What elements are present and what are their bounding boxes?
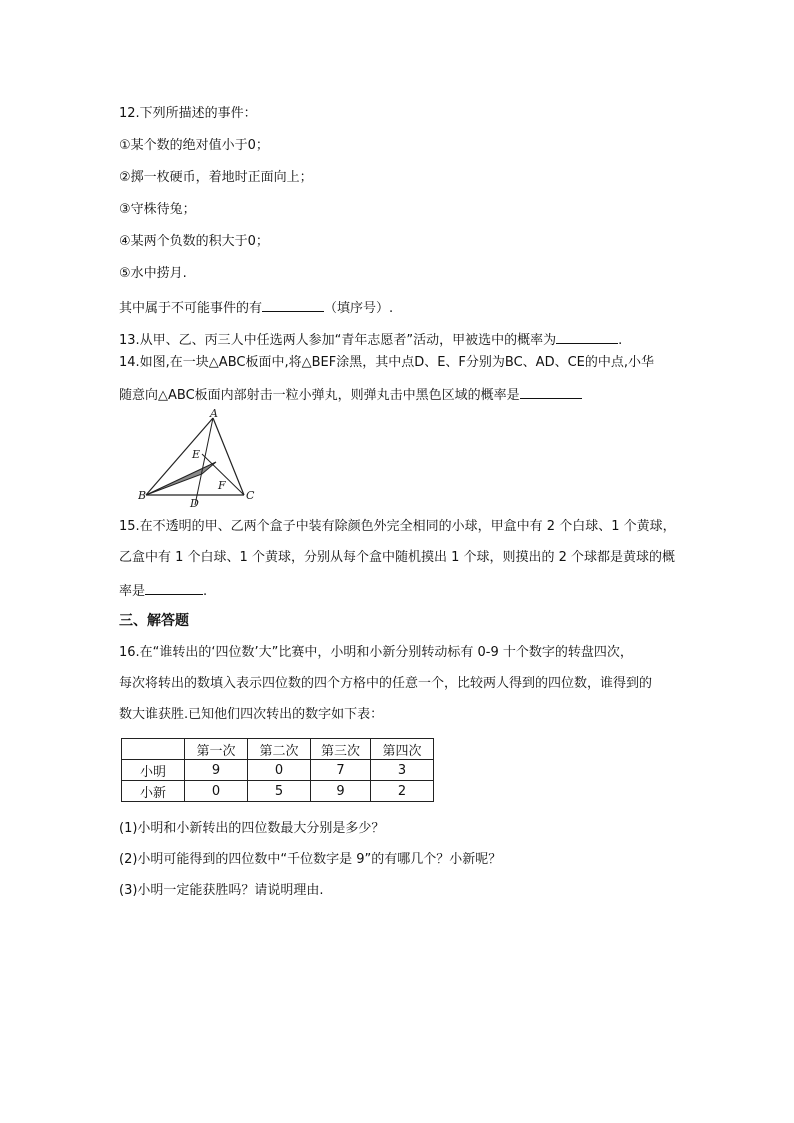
q13-line: [119, 329, 622, 350]
table-header-cell: 第三次: [311, 739, 371, 760]
q12-item-5: ⑤水中捞月.: [119, 266, 187, 281]
label-f: F: [218, 479, 226, 492]
q13-answer-blank[interactable]: [556, 329, 618, 344]
table-header-cell: [122, 739, 185, 760]
q13-text: 13.从甲、乙、丙三人中任选两人参加“青年志愿者”活动，甲被选中的概率为: [119, 333, 557, 348]
q12-item-4: ④某两个负数的积大于0；: [119, 234, 269, 249]
q14-answer-blank[interactable]: [520, 384, 582, 399]
q14-line-1: 14.如图,在一块△ABC板面中,将△BEF涂黑，其中点D、E、F分别为BC、AD、CE的中点,小华: [119, 355, 654, 370]
table-header-cell: 第四次: [371, 739, 434, 760]
table-row: [122, 781, 434, 802]
q12-item-2: ②掷一枚硬币，着地时正面向上；: [119, 170, 313, 185]
q12-answer-prefix: 其中属于不可能事件的有: [119, 301, 263, 316]
label-c: C: [246, 489, 255, 502]
table-header-cell: 第一次: [185, 739, 248, 760]
label-e: E: [192, 448, 201, 461]
q14-line-2: [119, 384, 582, 405]
q13-suffix: .: [618, 333, 623, 348]
q16-line-3: 数大谁获胜.已知他们四次转出的数字如下表：: [119, 707, 384, 722]
edge-ab: [146, 418, 213, 495]
table-header-row: [122, 739, 434, 760]
q15-answer-blank[interactable]: [145, 580, 203, 595]
table-cell: 3: [371, 760, 434, 781]
table-cell: 0: [248, 760, 311, 781]
q15-line-2: 乙盒中有 1 个白球、1 个黄球，分别从每个盒中随机摸出 1 个球，则摸出的 2 个球都是黄球的概: [119, 550, 676, 565]
q16-line-1: 16.在“谁转出的‘四位数’大”比赛中，小明和小新分别转动标有 0-9 十个数字的转盘四次，: [119, 645, 633, 660]
triangle-figure: [138, 408, 268, 508]
q16-sub-3: (3)小明一定能获胜吗？请说明理由.: [119, 883, 324, 898]
table-cell: 9: [311, 781, 371, 802]
q15-line-3: [119, 580, 207, 601]
section-3-title: 三、解答题: [119, 613, 189, 629]
table-cell: 5: [248, 781, 311, 802]
label-b: B: [138, 489, 147, 502]
table-cell: 小新: [122, 781, 185, 802]
q15-line-3-prefix: 率是: [119, 584, 146, 599]
q15-line-1: 15.在不透明的甲、乙两个盒子中装有除颜色外完全相同的小球，甲盒中有 2 个白球、1 个黄球，: [119, 519, 676, 534]
label-d: D: [190, 497, 199, 508]
table-cell: 0: [185, 781, 248, 802]
shaded-triangle-bef: [146, 462, 216, 495]
q12-item-1: ①某个数的绝对值小于0；: [119, 138, 269, 153]
q16-sub-1: (1)小明和小新转出的四位数最大分别是多少？: [119, 821, 385, 836]
table-cell: 2: [371, 781, 434, 802]
spin-results-table: [121, 738, 434, 802]
label-a: A: [210, 408, 218, 420]
q12-answer-blank[interactable]: [262, 297, 324, 312]
q16-sub-2: (2)小明可能得到的四位数中“千位数字是 9”的有哪几个？小新呢？: [119, 852, 502, 867]
table-cell: 9: [185, 760, 248, 781]
table-cell: 小明: [122, 760, 185, 781]
q12-answer-line: [119, 297, 393, 318]
table-cell: 7: [311, 760, 371, 781]
q15-line-3-suffix: .: [203, 584, 208, 599]
q14-line-2-text: 随意向△ABC板面内部射击一粒小弹丸，则弹丸击中黑色区域的概率是: [119, 388, 520, 403]
q12-item-3: ③守株待兔；: [119, 202, 196, 217]
q12-title: 12.下列所描述的事件：: [119, 106, 257, 121]
q16-line-2: 每次将转出的数填入表示四位数的四个方格中的任意一个，比较两人得到的四位数，谁得到的: [119, 676, 653, 691]
table-row: [122, 760, 434, 781]
q12-answer-suffix: （填序号）.: [324, 301, 394, 316]
table-header-cell: 第二次: [248, 739, 311, 760]
